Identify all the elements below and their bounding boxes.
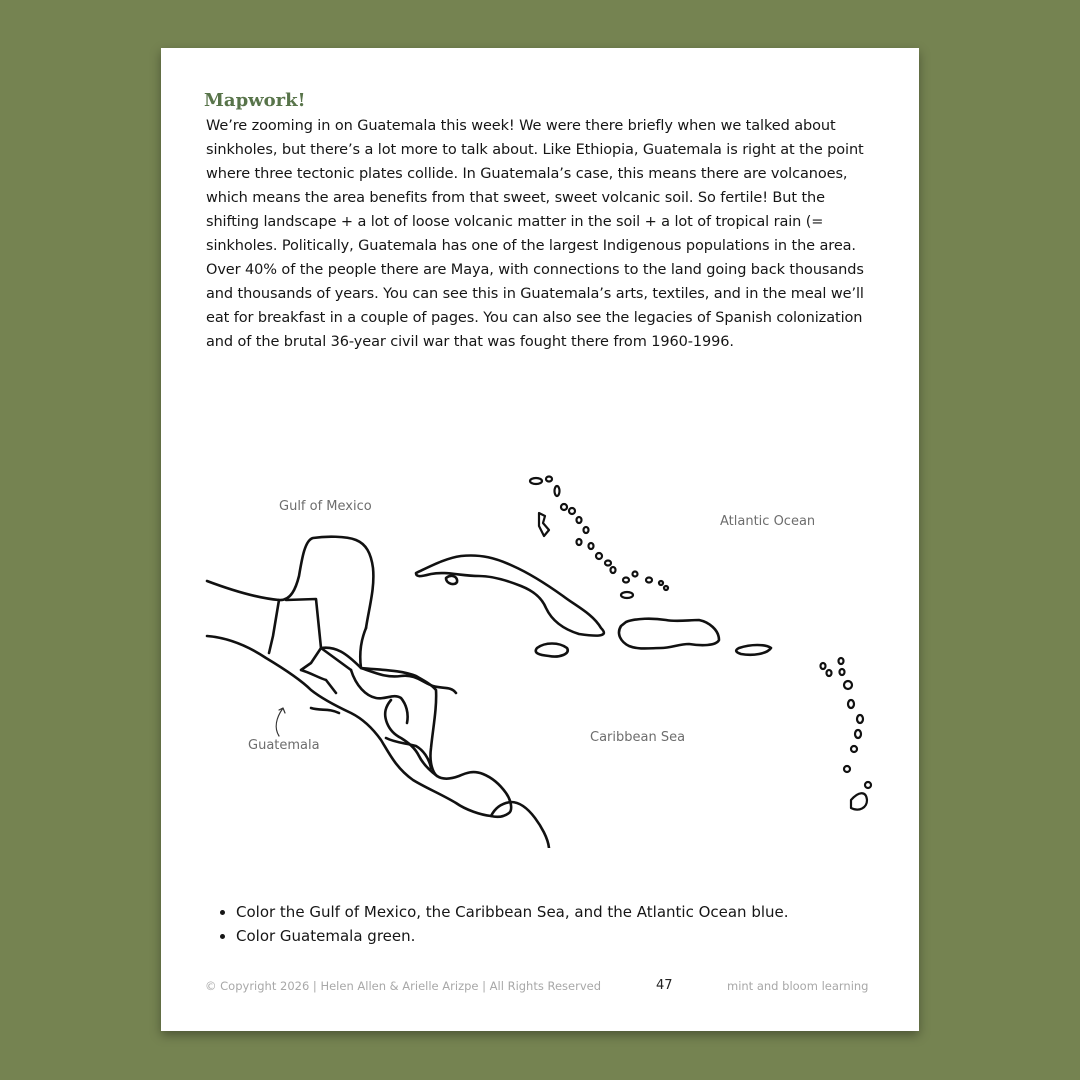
caribbean-sea-label: Caribbean Sea bbox=[590, 730, 686, 745]
task-list bbox=[216, 900, 789, 948]
atlantic-ocean-label: Atlantic Ocean bbox=[720, 514, 816, 529]
cuba-island bbox=[416, 555, 604, 635]
guatemala-border bbox=[269, 599, 351, 693]
task-item: • Color the Gulf of Mexico, the Caribbean Sea, and the Atlantic Ocean blue. bbox=[236, 900, 789, 924]
pacific-coast bbox=[207, 636, 511, 817]
isle-of-youth bbox=[446, 576, 457, 584]
gulf-of-mexico-label: Gulf of Mexico bbox=[279, 499, 372, 514]
jamaica-island bbox=[536, 644, 568, 657]
panama bbox=[491, 802, 549, 848]
page-heading: Mapwork! bbox=[204, 90, 306, 111]
yucatan-east-coast bbox=[360, 628, 366, 668]
guatemala-pointer-arrow bbox=[276, 708, 285, 736]
hispaniola-island bbox=[619, 619, 719, 649]
intro-paragraph: We’re zooming in on Guatemala this week! We were there briefly when we talked about sinkholes, but there’s a lot more to talk about. Like Ethiopia, Guatemala is right at the point where three tectonic plates collide. In Guatemala’s case, this means there are volcanoes, which means the area benefits from that sweet, sweet volcanic soil. So fertile! But the shifting landscape + a lot of loose volcanic matter in the soil + a lot of tropical rain (= sinkholes. Politically, Guatemala has one of the largest Indigenous populations in the area. Over 40% of the people there are Maya, with connections to the land going back thousands and thousands of years. You can see this in Guatemala’s arts, textiles, and in the meal we’ll eat for breakfast in a couple of pages. You can also see the legacies of Spanish colonization and of the brutal 36-year civil war that was fought there from 1960-1996. bbox=[206, 118, 864, 350]
mexico-gulf-coast bbox=[207, 537, 373, 628]
map-outline bbox=[161, 408, 919, 848]
task-item: • Color Guatemala green. bbox=[236, 924, 789, 948]
guatemala-label: Guatemala bbox=[248, 738, 320, 753]
brand-name: mint and bloom learning bbox=[727, 979, 869, 993]
bahamas-islands bbox=[530, 477, 668, 599]
lesser-antilles bbox=[821, 658, 872, 810]
page-number: 47 bbox=[656, 978, 673, 993]
puerto-rico-island bbox=[736, 645, 771, 655]
copyright-notice: © Copyright 2026 | Helen Allen & Arielle Arizpe | All Rights Reserved bbox=[205, 979, 602, 993]
central-america-caribbean-map bbox=[161, 408, 919, 848]
caribbean-coast-central bbox=[361, 668, 437, 776]
worksheet-page bbox=[161, 48, 919, 1031]
